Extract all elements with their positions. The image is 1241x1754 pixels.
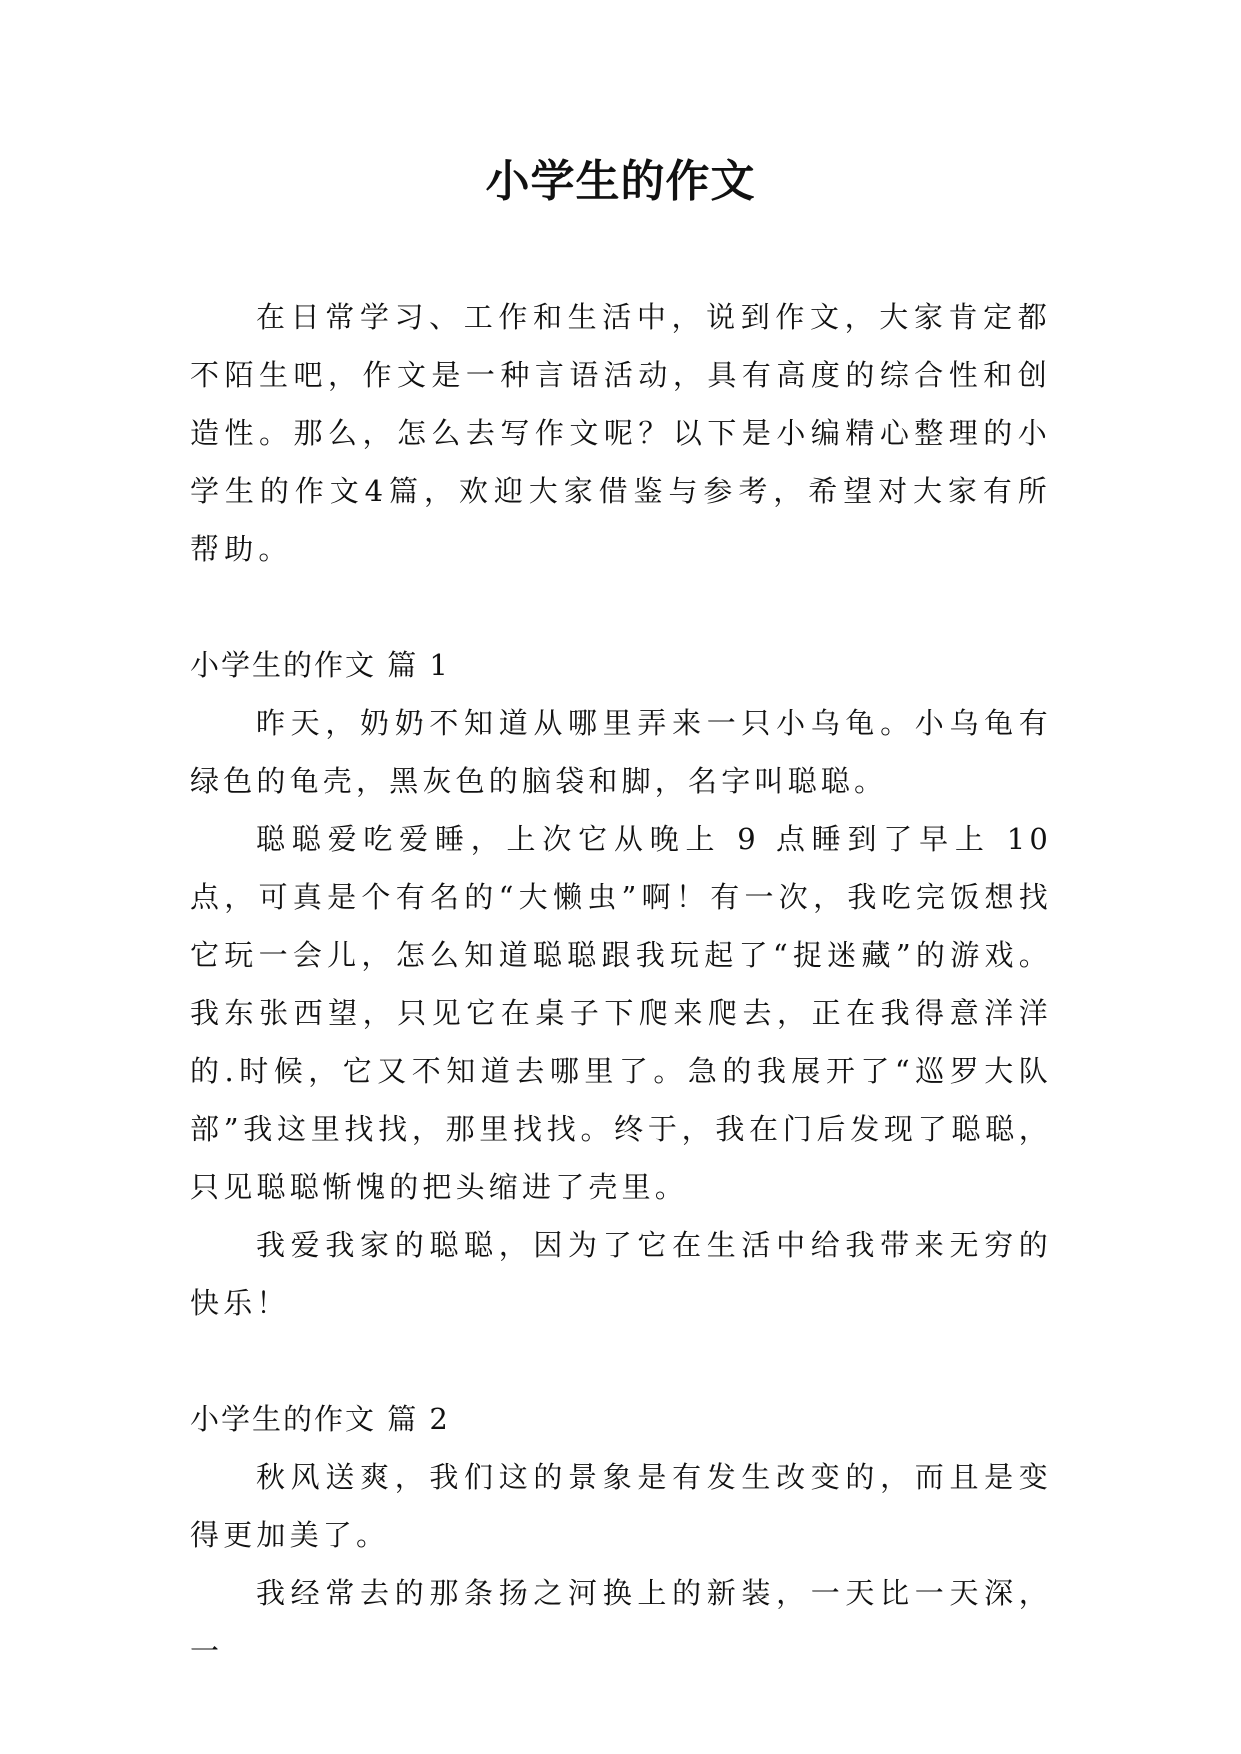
section-2 xyxy=(190,1390,1052,1680)
document-body xyxy=(190,288,1052,1680)
intro-paragraph: 在日常学习、工作和生活中，说到作文，大家肯定都不陌生吧，作文是一种言语活动，具有高度的综合性和创造性。那么，怎么去写作文呢？以下是小编精心整理的小学生的作文4篇，欢迎大家借鉴与参考，希望对大家有所帮助。 xyxy=(190,300,1052,566)
section-heading: 小学生的作文 篇 2 xyxy=(190,1402,450,1436)
section-spacer xyxy=(190,1332,1052,1390)
body-paragraph: 我爱我家的聪聪，因为了它在生活中给我带来无穷的快乐！ xyxy=(190,1228,1052,1320)
page-title: 小学生的作文 xyxy=(485,156,756,207)
body-paragraph: 我经常去的那条扬之河换上的新装，一天比一天深，一 xyxy=(190,1576,1052,1668)
section-spacer xyxy=(190,578,1052,636)
section-1 xyxy=(190,636,1052,1332)
body-paragraph: 昨天，奶奶不知道从哪里弄来一只小乌龟。小乌龟有绿色的龟壳，黑灰色的脑袋和脚，名字叫聪聪。 xyxy=(190,706,1052,798)
body-paragraph: 聪聪爱吃爱睡，上次它从晚上 9 点睡到了早上 10 点，可真是个有名的“大懒虫”啊！有一次，我吃完饭想找它玩一会儿，怎么知道聪聪跟我玩起了“捉迷藏”的游戏。我东张西望，只见它在桌子下爬来爬去，正在我得意洋洋的.时候，它又不知道去哪里了。急的我展开了“巡罗大队部”我这里找找，那里找找。终于，我在门后发现了聪聪，只见聪聪惭愧的把头缩进了壳里。 xyxy=(190,822,1052,1204)
section-heading: 小学生的作文 篇 1 xyxy=(190,648,450,682)
body-paragraph: 秋风送爽，我们这的景象是有发生改变的，而且是变得更加美了。 xyxy=(190,1460,1052,1552)
